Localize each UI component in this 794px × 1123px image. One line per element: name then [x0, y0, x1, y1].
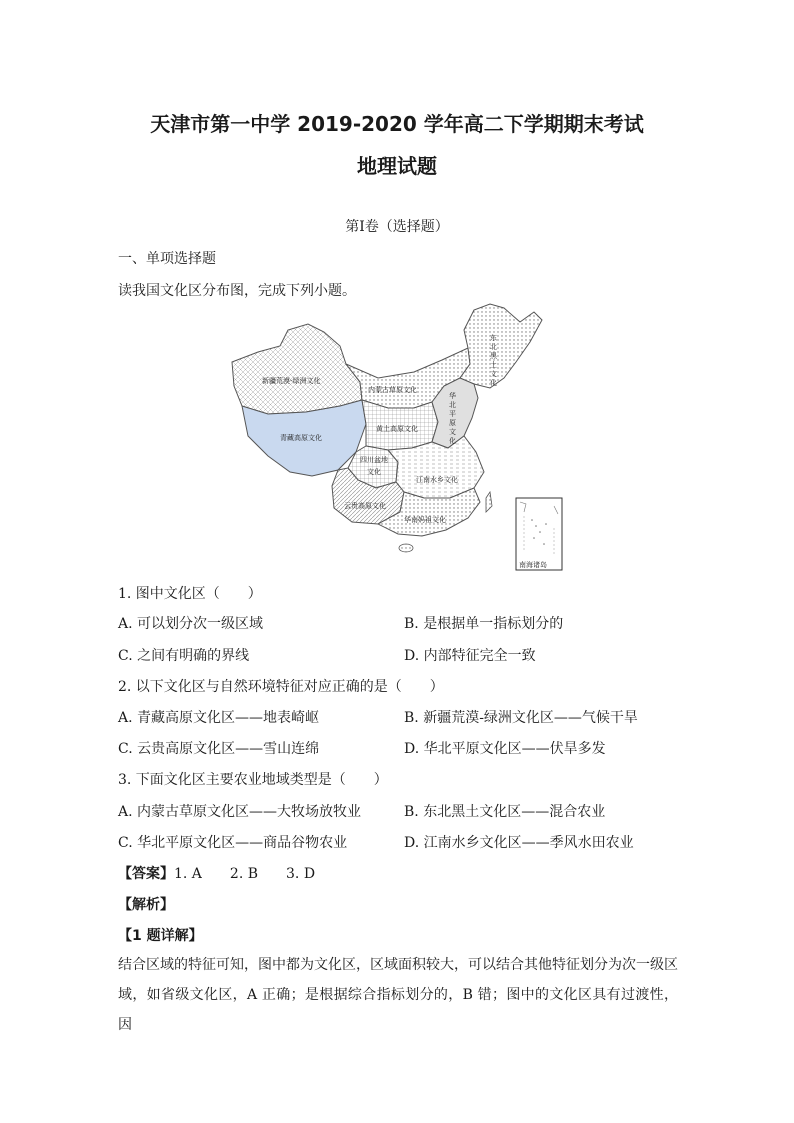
- q3-option-a: A. 内蒙古草原文化区——大牧场放牧业: [118, 804, 362, 820]
- culture-region-map: [228, 302, 568, 574]
- q2-option-d: D. 华北平原文化区——伏旱多发: [404, 741, 606, 757]
- q3-option-c: C. 华北平原文化区——商品谷物农业: [118, 835, 348, 851]
- label-loess: 黄土高原文化: [376, 425, 418, 433]
- q2-option-c: C. 云贵高原文化区——雪山连绵: [118, 741, 320, 757]
- region-xinjiang: [232, 324, 362, 414]
- region-taiwan: [486, 492, 492, 512]
- label-tibet: 青藏高原文化: [280, 434, 322, 442]
- q2-option-b: B. 新疆荒漠-绿洲文化区——气候干旱: [404, 710, 638, 726]
- label-inner-mongolia: 内蒙古草原文化: [368, 386, 417, 394]
- q1-option-c: C. 之间有明确的界线: [118, 648, 250, 664]
- part-title: 第Ⅰ卷（选择题）: [345, 219, 449, 235]
- region-hainan: [399, 544, 413, 552]
- label-north-china-v: 华北平原文化: [449, 392, 456, 445]
- q1-stem: 1. 图中文化区（ ）: [118, 586, 262, 602]
- q1-option-a: A. 可以划分次一级区域: [118, 616, 264, 632]
- exam-title: 天津市第一中学 2019-2020 学年高二下学期期末考试: [150, 112, 644, 136]
- label-south-china: 华南妈祖文化: [404, 516, 446, 524]
- detail-label: 【1 题详解】: [118, 928, 203, 944]
- q1-option-d: D. 内部特征完全一致: [404, 648, 536, 664]
- answer-text: 1. A 2. B 3. D: [174, 866, 316, 882]
- label-jiangnan: 江南水乡文化: [416, 476, 458, 484]
- label-yungui: 云贵高原文化: [344, 502, 386, 510]
- detail-text: 结合区域的特征可知，图中都为文化区，区域面积较大，可以结合其他特征划分为次一级区域，如省级文化区，A 正确；是根据综合指标划分的，B 错；图中的文化区具有过渡性，因: [118, 957, 678, 1033]
- inset-label: 南海诸岛: [519, 561, 547, 569]
- region-northeast: [460, 304, 542, 388]
- section-title: 一、单项选择题: [118, 251, 216, 267]
- label-xinjiang: 新疆荒漠-绿洲文化: [262, 377, 321, 385]
- intro-text: 读我国文化区分布图，完成下列小题。: [118, 283, 356, 299]
- answer-line: [118, 863, 315, 883]
- label-sichuan: 四川盆地文化: [360, 456, 388, 476]
- q3-option-d: D. 江南水乡文化区——季风水田农业: [404, 835, 634, 851]
- label-northeast-v: 东北黑土文化: [490, 334, 497, 387]
- q1-option-b: B. 是根据单一指标划分的: [404, 616, 564, 632]
- answer-label: 【答案】: [118, 866, 174, 882]
- q2-stem: 2. 以下文化区与自然环境特征对应正确的是（ ）: [118, 679, 444, 695]
- analysis-label: 【解析】: [118, 897, 174, 913]
- exam-subtitle: 地理试题: [357, 154, 437, 178]
- q3-stem: 3. 下面文化区主要农业地域类型是（ ）: [118, 772, 388, 788]
- q3-option-b: B. 东北黑土文化区——混合农业: [404, 804, 606, 820]
- q2-option-a: A. 青藏高原文化区——地表崎岖: [118, 710, 320, 726]
